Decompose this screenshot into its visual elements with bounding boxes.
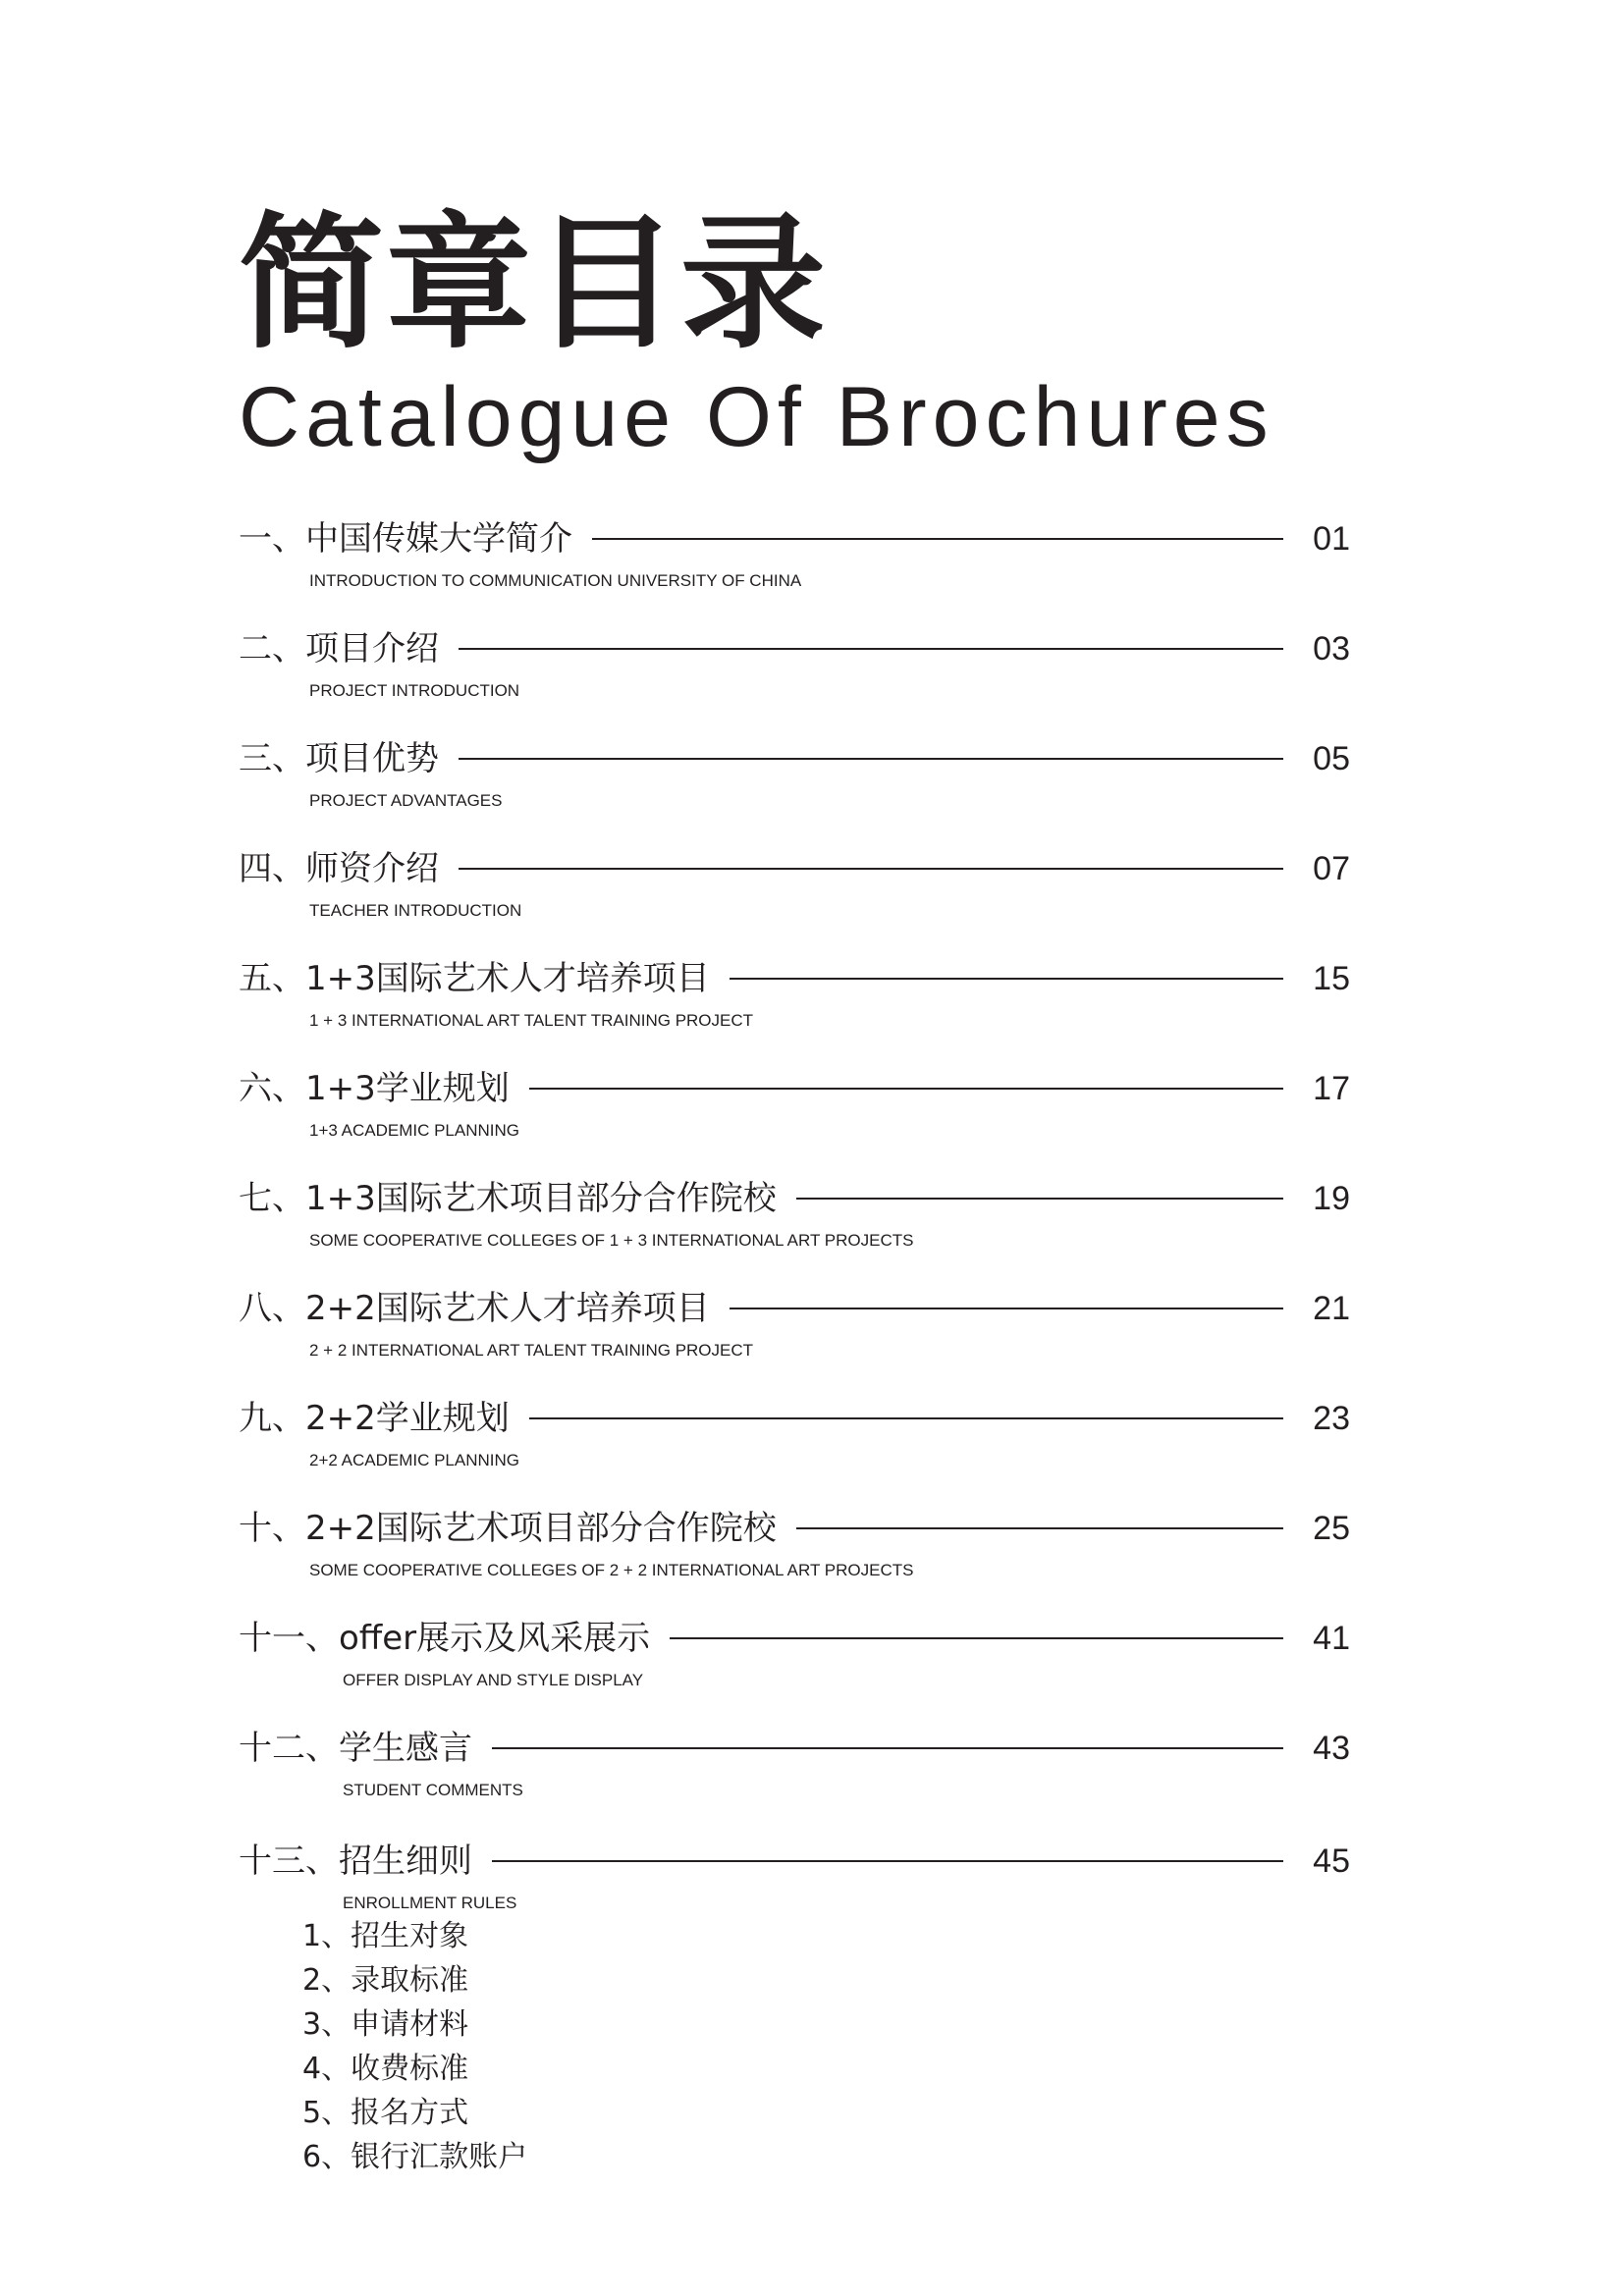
toc-entry-title: 七、1+3国际艺术项目部分合作院校	[239, 1179, 777, 1218]
toc-entry-2plus2-training-project[interactable]	[239, 1285, 1350, 1362]
toc-entry-title: 一、中国传媒大学简介	[239, 519, 572, 559]
toc-entry-subtitle: TEACHER INTRODUCTION	[309, 901, 522, 920]
toc-subitem-fee-standards[interactable]: 4、收费标准	[302, 2052, 469, 2086]
toc-page-number: 45	[1313, 1842, 1350, 1880]
toc-entry-subtitle: 2+2 ACADEMIC PLANNING	[309, 1451, 519, 1469]
toc-entry-title: 四、师资介绍	[239, 849, 439, 888]
toc-subitem-application-materials[interactable]: 3、申请材料	[302, 2007, 469, 2042]
toc-page-number: 43	[1313, 1730, 1350, 1767]
toc-entry-title: 二、项目介绍	[239, 629, 439, 668]
toc-leader-line	[796, 1198, 1283, 1200]
toc-leader-line	[730, 1308, 1283, 1309]
toc-page-number: 03	[1313, 630, 1350, 667]
toc-entry-project-advantages[interactable]	[239, 735, 1350, 812]
toc-entry-title: 九、2+2学业规划	[239, 1399, 510, 1438]
toc-entry-subtitle: 1 + 3 INTERNATIONAL ART TALENT TRAINING PROJECT	[309, 1011, 754, 1030]
toc-entry-title: 十二、学生感言	[239, 1729, 472, 1768]
toc-subitem-admission-criteria[interactable]: 2、录取标准	[302, 1963, 469, 1998]
toc-entry-teacher-introduction[interactable]	[239, 845, 1350, 922]
toc-entry-subtitle: SOME COOPERATIVE COLLEGES OF 2 + 2 INTERNATIONAL ART PROJECTS	[309, 1561, 914, 1579]
toc-entry-subtitle: INTRODUCTION TO COMMUNICATION UNIVERSITY OF CHINA	[309, 571, 802, 590]
toc-leader-line	[492, 1860, 1283, 1862]
toc-entry-subtitle: PROJECT ADVANTAGES	[309, 791, 503, 810]
toc-entry-subtitle: ENROLLMENT RULES	[343, 1894, 517, 1912]
toc-entry-1plus3-academic-planning[interactable]	[239, 1065, 1350, 1142]
toc-entry-enrollment-rules[interactable]	[239, 1838, 1350, 1914]
toc-entry-title: 五、1+3国际艺术人才培养项目	[239, 959, 710, 998]
toc-page-number: 01	[1313, 520, 1350, 558]
toc-entry-title: 六、1+3学业规划	[239, 1069, 510, 1108]
toc-page-number: 05	[1313, 740, 1350, 777]
toc-entry-title: 十三、招生细则	[239, 1842, 472, 1881]
toc-entry-subtitle: SOME COOPERATIVE COLLEGES OF 1 + 3 INTERNATIONAL ART PROJECTS	[309, 1231, 914, 1250]
toc-entry-student-comments[interactable]	[239, 1725, 1350, 1801]
toc-leader-line	[459, 868, 1283, 870]
toc-page-number: 15	[1313, 960, 1350, 997]
enrollment-rules-subitems	[302, 1914, 527, 2179]
toc-entry-title: 十、2+2国际艺术项目部分合作院校	[239, 1509, 777, 1548]
toc-entry-1plus3-training-project[interactable]	[239, 955, 1350, 1032]
page-title-chinese: 简章目录	[239, 197, 828, 368]
toc-entry-title: 三、项目优势	[239, 739, 439, 778]
toc-entry-1plus3-cooperative-colleges[interactable]	[239, 1175, 1350, 1252]
toc-page-number: 41	[1313, 1620, 1350, 1657]
toc-entry-title: 十一、offer展示及风采展示	[239, 1619, 651, 1658]
toc-entry-subtitle: OFFER DISPLAY AND STYLE DISPLAY	[343, 1671, 644, 1689]
toc-entry-offer-display[interactable]	[239, 1615, 1350, 1691]
toc-subitem-registration-method[interactable]: 5、报名方式	[302, 2096, 469, 2130]
toc-leader-line	[670, 1637, 1283, 1639]
toc-subitem-enrollment-target[interactable]: 1、招生对象	[302, 1919, 469, 1953]
toc-page-number: 17	[1313, 1070, 1350, 1107]
toc-page-number: 19	[1313, 1180, 1350, 1217]
toc-leader-line	[529, 1417, 1283, 1419]
toc-leader-line	[796, 1527, 1283, 1529]
toc-page-number: 21	[1313, 1290, 1350, 1327]
toc-entry-subtitle: STUDENT COMMENTS	[343, 1781, 523, 1799]
toc-entry-subtitle: 1+3 ACADEMIC PLANNING	[309, 1121, 519, 1140]
toc-entry-2plus2-cooperative-colleges[interactable]	[239, 1505, 1350, 1581]
toc-entry-subtitle: PROJECT INTRODUCTION	[309, 681, 520, 700]
toc-entry-subtitle: 2 + 2 INTERNATIONAL ART TALENT TRAINING PROJECT	[309, 1341, 754, 1360]
toc-leader-line	[529, 1088, 1283, 1090]
page-title-english: Catalogue Of Brochures	[239, 370, 1274, 464]
toc-leader-line	[492, 1747, 1283, 1749]
toc-leader-line	[459, 758, 1283, 760]
toc-entry-cuc-introduction[interactable]	[239, 515, 1350, 592]
toc-page-number: 23	[1313, 1400, 1350, 1437]
toc-entry-project-introduction[interactable]	[239, 625, 1350, 702]
toc-entry-2plus2-academic-planning[interactable]	[239, 1395, 1350, 1471]
toc-subitem-bank-account[interactable]: 6、银行汇款账户	[302, 2140, 528, 2174]
toc-leader-line	[730, 978, 1283, 980]
toc-page-number: 07	[1313, 850, 1350, 887]
toc-entry-title: 八、2+2国际艺术人才培养项目	[239, 1289, 710, 1328]
toc-leader-line	[592, 538, 1283, 540]
toc-page-number: 25	[1313, 1510, 1350, 1547]
toc-leader-line	[459, 648, 1283, 650]
